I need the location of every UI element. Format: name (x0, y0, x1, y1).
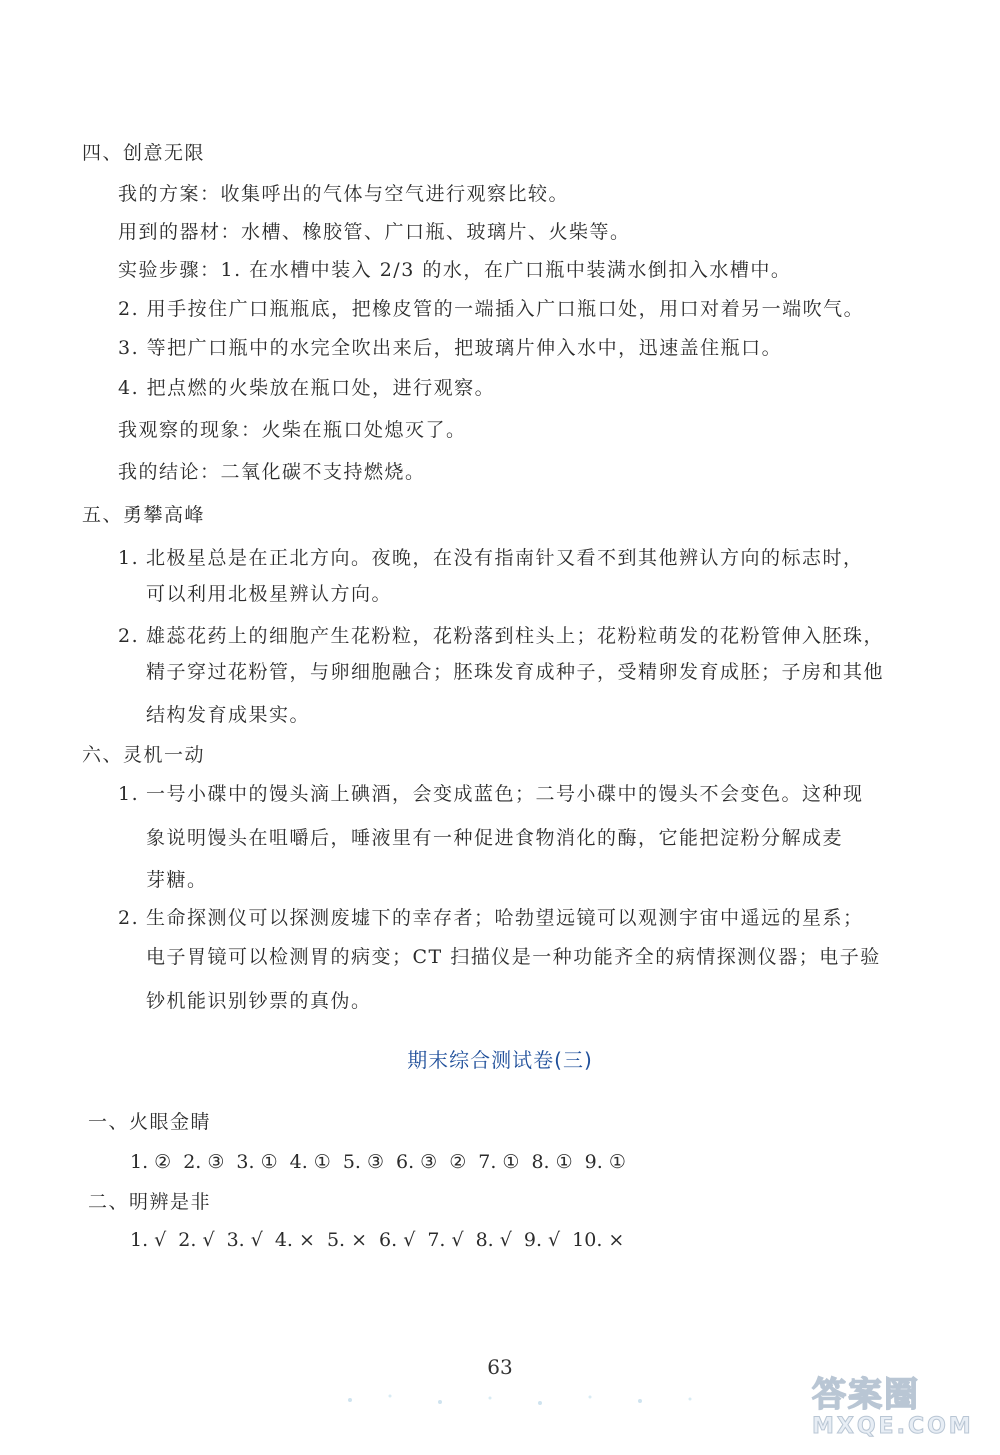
answer-item: 10. × (572, 1229, 625, 1251)
item-number: 2. (118, 625, 140, 647)
section4-line: 我观察的现象：火柴在瓶口处熄灭了。 (118, 419, 467, 441)
section6-item2-line: 电子胃镜可以检测胃的病变；CT 扫描仪是一种功能齐全的病情探测仪器；电子验 (146, 946, 881, 968)
answer-item: 5. ③ (342, 1151, 385, 1173)
section6-item2-line: 生命探测仪可以探测废墟下的幸存者；哈勃望远镜可以观测宇宙中遥远的星系； (146, 907, 864, 929)
partA-answer-row (130, 1150, 638, 1174)
watermark-logo (812, 1376, 972, 1448)
section5-item1-line: 可以利用北极星辨认方向。 (146, 583, 393, 605)
answer-item: 6. ③ (396, 1151, 438, 1173)
item-number: 1. (118, 783, 140, 805)
section4-line: 实验步骤：1. 在水槽中装入 2/3 的水，在广口瓶中装满水倒扣入水槽中。 (118, 259, 792, 281)
section5-item1-line: 北极星总是在正北方向。夜晚，在没有指南针又看不到其他辨认方向的标志时， (146, 547, 864, 569)
answer-item: 7. ① (478, 1151, 520, 1173)
section4-line: 我的方案：收集呼出的气体与空气进行观察比较。 (118, 183, 570, 205)
section6-heading: 六、灵机一动 (82, 744, 206, 766)
answer-item: ② (449, 1151, 467, 1173)
section4-line: 2. 用手按住广口瓶瓶底，把橡皮管的一端插入广口瓶口处，用口对着另一端吹气。 (118, 298, 865, 320)
partB-heading: 二、明辨是非 (88, 1191, 212, 1213)
decorative-dots (330, 1388, 730, 1412)
section4-line: 用到的器材：水槽、橡胶管、广口瓶、玻璃片、火柴等。 (118, 221, 631, 243)
watermark-text-top: 答案圈 (812, 1375, 920, 1415)
section5-item2-line: 结构发育成果实。 (146, 704, 311, 726)
section4-line: 我的结论：二氧化碳不支持燃烧。 (118, 461, 426, 483)
partA-heading: 一、火眼金睛 (88, 1111, 212, 1133)
answer-item: 1. ② (130, 1151, 172, 1173)
answer-item: 8. √ (475, 1229, 512, 1251)
answer-item: 5. × (326, 1229, 368, 1251)
section5-heading: 五、勇攀高峰 (82, 504, 206, 526)
item-number: 1. (118, 547, 140, 569)
answer-item: 4. × (274, 1229, 315, 1251)
section6-item1-line: 芽糖。 (146, 869, 208, 891)
answer-item: 7. √ (427, 1229, 464, 1251)
section6-item2-line: 钞机能识别钞票的真伪。 (146, 990, 372, 1012)
answer-item: 9. ① (584, 1151, 626, 1173)
section4-heading: 四、创意无限 (82, 142, 206, 164)
section5-item2-line: 精子穿过花粉管，与卵细胞融合；胚珠发育成种子，受精卵发育成胚；子房和其他 (146, 661, 885, 683)
section6-item1-line: 象说明馒头在咀嚼后，唾液里有一种促进食物消化的酶，它能把淀粉分解成麦 (146, 827, 844, 849)
answer-item: 2. √ (178, 1229, 215, 1251)
section4-line: 4. 把点燃的火柴放在瓶口处，进行观察。 (118, 377, 496, 399)
answer-item: 8. ① (531, 1151, 573, 1173)
section5-item2-line: 雄蕊花药上的细胞产生花粉粒，花粉落到柱头上；花粉粒萌发的花粉管伸入胚珠， (146, 625, 885, 647)
answer-item: 9. √ (523, 1229, 561, 1251)
item-number: 2. (118, 907, 140, 929)
section6-item1-line: 一号小碟中的馒头滴上碘酒，会变成蓝色；二号小碟中的馒头不会变色。这种现 (146, 783, 864, 805)
answer-item: 6. √ (379, 1229, 416, 1251)
answer-item: 4. ① (289, 1151, 331, 1173)
exam-title: 期末综合测试卷(三) (407, 1048, 593, 1072)
answer-item: 2. ③ (183, 1151, 225, 1173)
section4-line: 3. 等把广口瓶中的水完全吹出来后，把玻璃片伸入水中，迅速盖住瓶口。 (118, 337, 783, 359)
answer-item: 3. ① (236, 1151, 278, 1173)
partB-answer-row (130, 1228, 636, 1252)
answer-item: 1. √ (130, 1229, 167, 1251)
watermark-text-bottom: MXQE.COM (812, 1414, 974, 1439)
page-number: 63 (487, 1355, 513, 1379)
answer-item: 3. √ (226, 1229, 263, 1251)
